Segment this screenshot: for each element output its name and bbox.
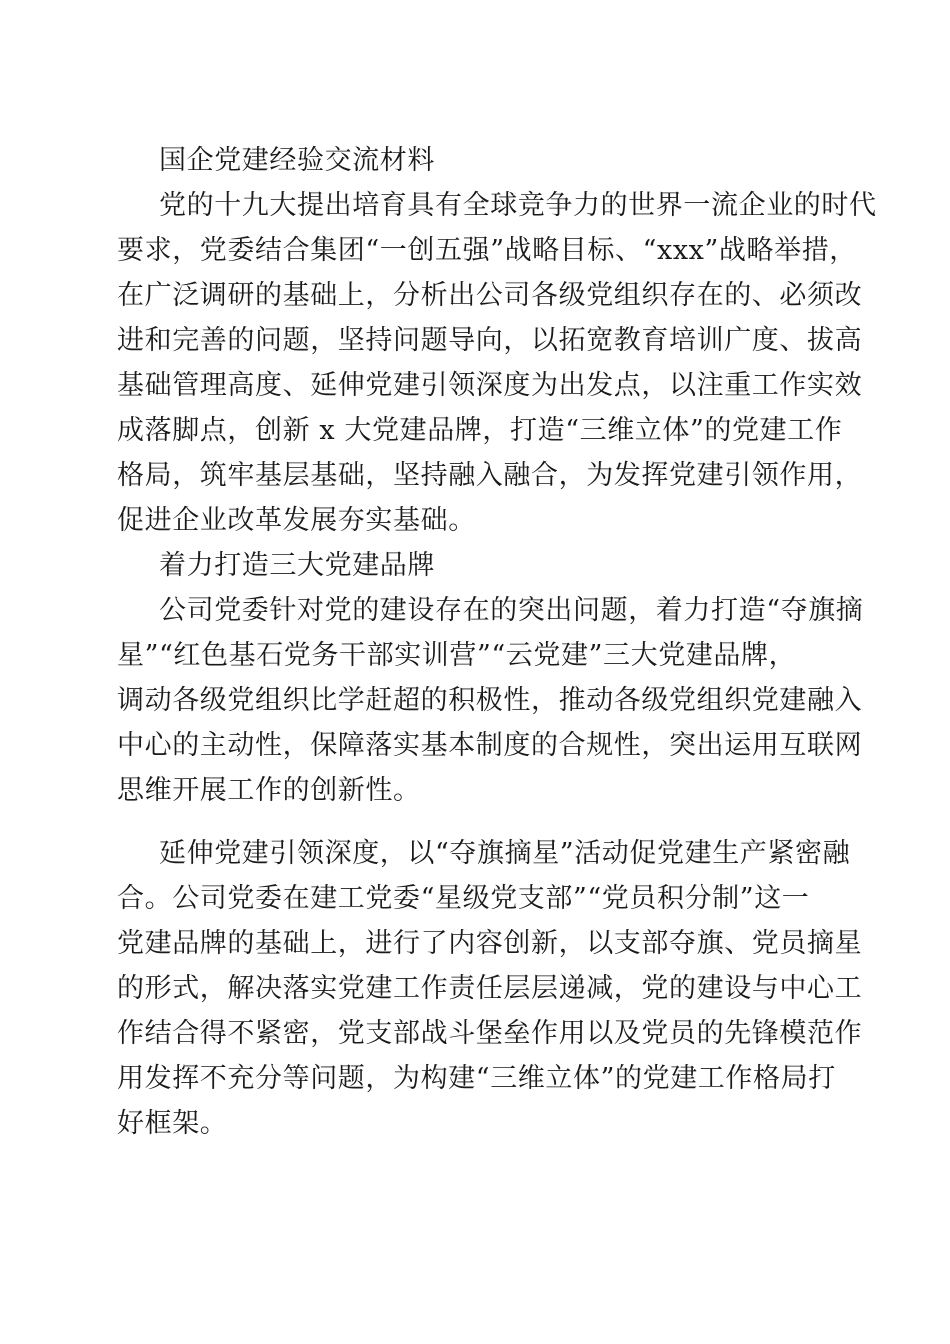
paragraph-1-line: 基础管理高度、延伸党建引领深度为出发点，以注重工作实效 <box>117 370 863 401</box>
paragraph-2-line: 公司党委针对党的建设存在的突出问题，着力打造“夺旗摘 <box>159 595 864 626</box>
paragraph-3-line: 作结合得不紧密，党支部战斗堡垒作用以及党员的先锋模范作 <box>117 1018 863 1049</box>
paragraph-3-line: 延伸党建引领深度，以“夺旗摘星”活动促党建生产紧密融 <box>159 838 851 869</box>
paragraph-1-line: 促进企业改革发展夯实基础。 <box>117 505 476 536</box>
paragraph-2-line: 星”“红色基石党务干部实训营”“云党建”三大党建品牌， <box>117 640 797 671</box>
paragraph-3-line: 好框架。 <box>117 1108 228 1139</box>
paragraph-3-line: 党建品牌的基础上，进行了内容创新，以支部夺旗、党员摘星 <box>117 928 863 959</box>
paragraph-3-line: 用发挥不充分等问题，为构建“三维立体”的党建工作格局打 <box>117 1063 836 1094</box>
paragraph-2-line: 中心的主动性，保障落实基本制度的合规性，突出运用互联网 <box>117 730 863 761</box>
paragraph-1-line: 在广泛调研的基础上，分析出公司各级党组织存在的、必须改 <box>117 280 863 311</box>
paragraph-1-line: 党的十九大提出培育具有全球竞争力的世界一流企业的时代 <box>159 190 877 221</box>
paragraph-2-line: 思维开展工作的创新性。 <box>117 775 421 806</box>
paragraph-3-line: 的形式，解决落实党建工作责任层层递减，党的建设与中心工 <box>117 973 863 1004</box>
paragraph-1-line: 要求，党委结合集团“一创五强”战略目标、“xxx”战略举措， <box>117 235 857 266</box>
paragraph-3-line: 合。公司党委在建工党委“星级党支部”“党员积分制”这一 <box>117 883 810 914</box>
paragraph-1-line: 格局，筑牢基层基础，坚持融入融合，为发挥党建引领作用， <box>117 460 863 491</box>
paragraph-1-line: 成落脚点，创新 x 大党建品牌，打造“三维立体”的党建工作 <box>117 415 843 446</box>
paragraph-spacer <box>117 813 833 831</box>
section-heading: 着力打造三大党建品牌 <box>159 550 435 581</box>
paragraph-2-line: 调动各级党组织比学赶超的积极性，推动各级党组织党建融入 <box>117 685 863 716</box>
paragraph-1-line: 进和完善的问题，坚持问题导向，以拓宽教育培训广度、拔高 <box>117 325 863 356</box>
document-title: 国企党建经验交流材料 <box>159 145 435 176</box>
document-body <box>117 138 877 1146</box>
